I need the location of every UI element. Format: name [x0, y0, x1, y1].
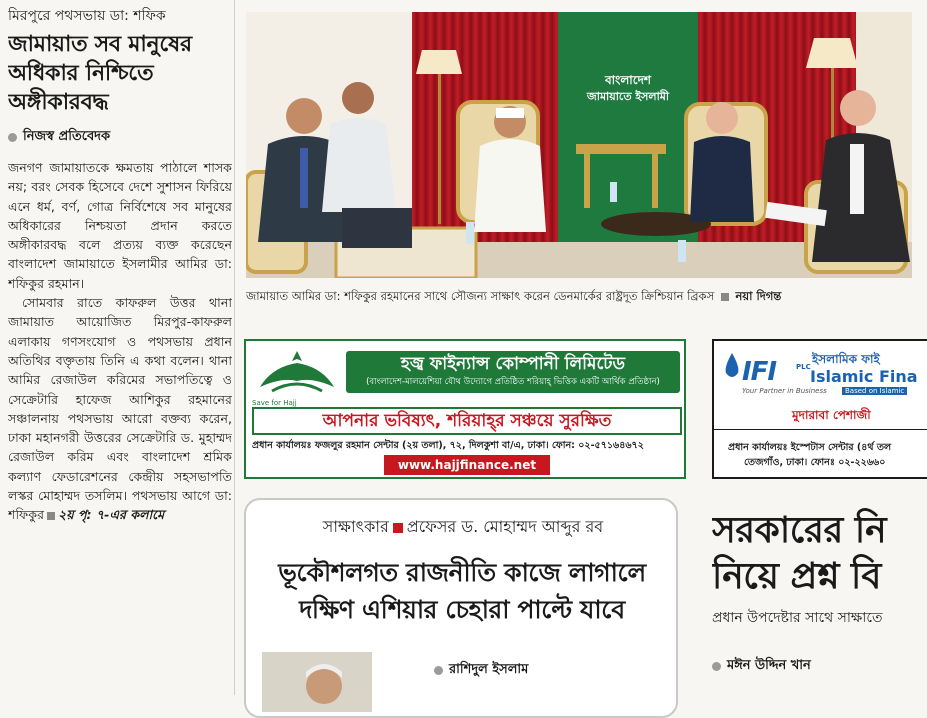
paragraph: [8, 293, 232, 525]
ifi-slogan: Your Partner in Business: [742, 387, 827, 395]
save-for-hajj-text: Save for Hajj: [252, 399, 297, 407]
hajj-title: হজ্ব ফাইন্যান্স কোম্পানী লিমিটেড: [400, 354, 626, 374]
paragraph-text: সোমবার রাতে কাফরুল উত্তর থানা জামায়াত আয়োজিত মিরপুর-কাফরুল এলাকায় গণসংযোগ ও পথসভায় প্রধান অতিথির বক্তৃতায় তিনি এ কথা বলেন। থানা আমির রেজাউল করিমের সভাপতিত্বে ও সেক্রেটারি হাফেজ আশিকুর রহমানের সঞ্চালনায় পথসভায় আরো বক্তব্য করেন, ঢাকা মহানগরী উত্তরের সেক্রেটারি ড. মুহাম্মদ রেজাউল করিম এবং বাংলাদেশ শ্রমিক কল্যাণ ফেডারেশনের কেন্দ্রীয় সহসভাপতি লস্কর মোহাম্মদ তসলিম। পথসভায় আগে ডা: শফিকুর: [8, 295, 232, 523]
interview-label: সাক্ষাৎকার: [322, 517, 389, 536]
bullet-icon: [434, 666, 443, 675]
right-story: [712, 508, 927, 677]
hajj-url-link[interactable]: www.hajjfinance.net: [384, 455, 550, 475]
interviewee-photo: [262, 652, 372, 712]
caption-text: জামায়াত আমির ডা: শফিকুর রহমানের সাথে সৌজন্য সাক্ষাৎ করেন ডেনমার্কের রাষ্ট্রদূত ক্রিশ্চিয়ান ব্রিকস: [246, 289, 715, 303]
hajj-subtitle: (বাংলাদেশ-মালয়েশিয়া যৌথ উদ্যোগে প্রতিষ্ঠিত শরিয়াহ্ ভিত্তিক একটি আর্থিক প্রতিষ্ঠান): [366, 377, 660, 387]
left-story-kicker: মিরপুরে পথসভায় ডা: শফিক: [8, 8, 166, 24]
ifi-address-1: প্রধান কার্যালয়ঃ ইস্পেটাস সেন্টার (৪র্থ তল: [728, 442, 892, 453]
square-bullet-icon: [721, 293, 729, 301]
bullet-icon: [8, 133, 17, 142]
ifi-slogan-2: Based on Islamic: [842, 387, 907, 395]
meeting-photo[interactable]: [246, 12, 912, 278]
interview-kicker: [246, 514, 680, 541]
left-story-byline: [8, 127, 232, 148]
backdrop-text-2: জামায়াতে ইসলামী: [586, 90, 670, 103]
left-story-body: [8, 158, 232, 525]
photo-credit: নয়া দিগন্ত: [735, 289, 782, 303]
interview-story[interactable]: [244, 498, 678, 718]
byline-text: রাশিদুল ইসলাম: [449, 662, 529, 677]
hajj-tagline: আপনার ভবিষ্যৎ, শরিয়াহ্‌র সঞ্চয়ে সুরক্ষিত: [252, 407, 682, 435]
continued-link[interactable]: ২য় পৃ: ৭-এর কলামে: [58, 507, 165, 523]
photo-caption: [246, 288, 916, 304]
byline-text: মঈন উদ্দিন খান: [727, 658, 811, 673]
ifi-name-en: Islamic Fina: [810, 367, 918, 386]
left-story: [8, 6, 232, 695]
column-divider: [234, 0, 235, 695]
interview-headline[interactable]: ভূকৌশলগত রাজনীতি কাজে লাগালে দক্ষিণ এশিয়ার চেহারা পাল্টে যাবে: [278, 558, 646, 624]
ifi-ad[interactable]: [712, 339, 927, 479]
hajj-title-bar: [346, 351, 680, 393]
right-story-subhead: প্রধান উপদেষ্টার সাথে সাক্ষাতে: [712, 610, 883, 626]
hajj-finance-ad[interactable]: [244, 339, 686, 479]
ifi-address-2: তেজগাঁও, ঢাকা। ফোনঃ ০২-২২৬৬০: [744, 457, 886, 468]
hajj-address: প্রধান কার্যালয়ঃ ফজলুর রহমান সেন্টার (২য় তলা), ৭২, দিলকুশা বা/এ, ঢাকা। ফোন: ০২-৫৭১৬৪৬৭২: [252, 440, 644, 451]
ifi-logo: IFI: [742, 357, 777, 387]
right-story-headline-2[interactable]: নিয়ে প্রশ্ন বি: [712, 556, 881, 597]
ifi-plc: PLC: [796, 363, 811, 371]
left-story-headline[interactable]: জামায়াত সব মানুষের অধিকার নিশ্চিতে অঙ্গীকারবদ্ধ: [8, 32, 192, 115]
divider: [714, 429, 927, 430]
interview-byline: [434, 660, 528, 681]
ifi-drop-icon: [722, 351, 742, 381]
hajj-finance-logo-icon: [252, 347, 342, 397]
square-bullet-icon: [47, 512, 55, 520]
meeting-photo-illustration: [246, 12, 912, 278]
paragraph: জনগণ জামায়াতকে ক্ষমতায় পাঠালে শাসক নয়; বরং সেবক হিসেবে দেশে সুশাসন ফিরিয়ে এনে ধর্ম, বর্ণ, গোত্র নির্বিশেষে সব মানুষের অধিকারের নিশ্চয়তা প্রদান করতে অঙ্গীকারবদ্ধ বলে প্রত্যয় ব্যক্ত করেছেন বাংলাদেশ জামায়াতে ইসলামীর আমির ডা: শফিকুর রহমান।: [8, 160, 232, 291]
interviewee-name: প্রফেসর ড. মোহাম্মদ আব্দুর রব: [406, 517, 604, 536]
bullet-icon: [712, 662, 721, 671]
square-bullet-icon: [393, 523, 403, 533]
backdrop-text-1: বাংলাদেশ: [605, 73, 651, 87]
ifi-product: মুদারাবা পেশাজী: [792, 408, 871, 422]
right-story-byline: [712, 656, 927, 677]
right-story-headline-1[interactable]: সরকারের নি: [712, 510, 887, 551]
ifi-name-bn: ইসলামিক ফাই: [812, 352, 880, 366]
byline-text: নিজস্ব প্রতিবেদক: [23, 129, 111, 144]
